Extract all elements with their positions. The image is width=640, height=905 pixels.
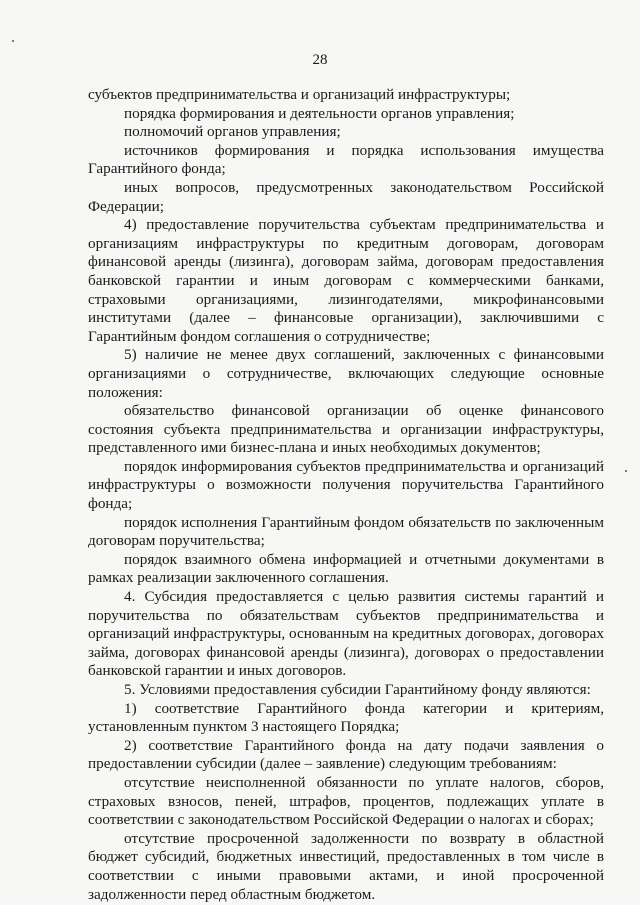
- paragraph: субъектов предпринимательства и организаций инфраструктуры;: [88, 86, 511, 103]
- paragraph: порядок информирования субъектов предпринимательства и организаций инфраструктуры о возможности получения поручительства Гарантийного фонда;: [88, 457, 604, 513]
- paragraph: отсутствие неисполненной обязанности по уплате налогов, сборов, страховых взносов, пеней, штрафов, процентов, подлежащих уплате в соответствии с законодательством Российской Федерации о налогах и сборах;: [88, 773, 604, 829]
- scan-speck: [625, 470, 627, 472]
- paragraph: 5) наличие не менее двух соглашений, заключенных с финансовыми организациями о сотрудничестве, включающих следующие основные положения:: [88, 346, 604, 401]
- paragraph: порядка формирования и деятельности органов управления;: [124, 104, 515, 122]
- paragraph: отсутствие просроченной задолженности по возврату в областной бюджет субсидий, бюджетных инвестиций, предоставленных в том числе в соответствии с иными правовыми актами, и иной просроченной задолженности перед областным бюджетом.: [88, 829, 604, 903]
- document-body: [88, 86, 604, 904]
- paragraph: 1) соответствие Гарантийного фонда категории и критериям, установленным пунктом 3 настоящего Порядка;: [88, 699, 604, 736]
- paragraph: порядок исполнения Гарантийным фондом обязательств по заключенным договорам поручительства;: [88, 513, 604, 550]
- paragraph: источников формирования и порядка использования имущества Гарантийного фонда;: [88, 141, 604, 178]
- paragraph: 4. Субсидия предоставляется с целью развития системы гарантий и поручительства по обязательствам субъектов предпринимательства и организаций инфраструктуры, основанным на кредитных договорах, договорах займа, договорах финансовой аренды (лизинга), договорах о предоставлении банковской гарантии и иных договоров.: [88, 588, 604, 680]
- paragraph: полномочий органов управления;: [124, 123, 341, 141]
- paragraph: порядок взаимного обмена информацией и отчетными документами в рамках реализации заключенного соглашения.: [88, 550, 604, 587]
- paragraph: 4) предоставление поручительства субъектам предпринимательства и организациям инфраструктуры по кредитным договорам, договорам финансовой аренды (лизинга), договорам займа, договорам предоставления банковской гарантии и иным договорам с коммерческими банками, страховыми организациями, лизингодателями, микрофинансовыми институтами (далее – финансовые организации), заключившими с Гарантийным фондом соглашения о сотрудничестве;: [88, 216, 604, 345]
- paragraph: 5. Условиями предоставления субсидии Гарантийному фонду являются:: [124, 681, 591, 698]
- paragraph: обязательство финансовой организации об оценке финансового состояния субъекта предпринимательства и организации инфраструктуры, представленного ими бизнес-плана и иных необходимых документов;: [88, 402, 604, 457]
- paragraph: 2) соответствие Гарантийного фонда на дату подачи заявления о предоставлении субсидии (далее – заявление) следующим требованиям:: [88, 736, 604, 773]
- scan-speck: [12, 40, 14, 42]
- page-number: 28: [312, 52, 328, 68]
- paragraph: иных вопросов, предусмотренных законодательством Российской Федерации;: [88, 178, 604, 215]
